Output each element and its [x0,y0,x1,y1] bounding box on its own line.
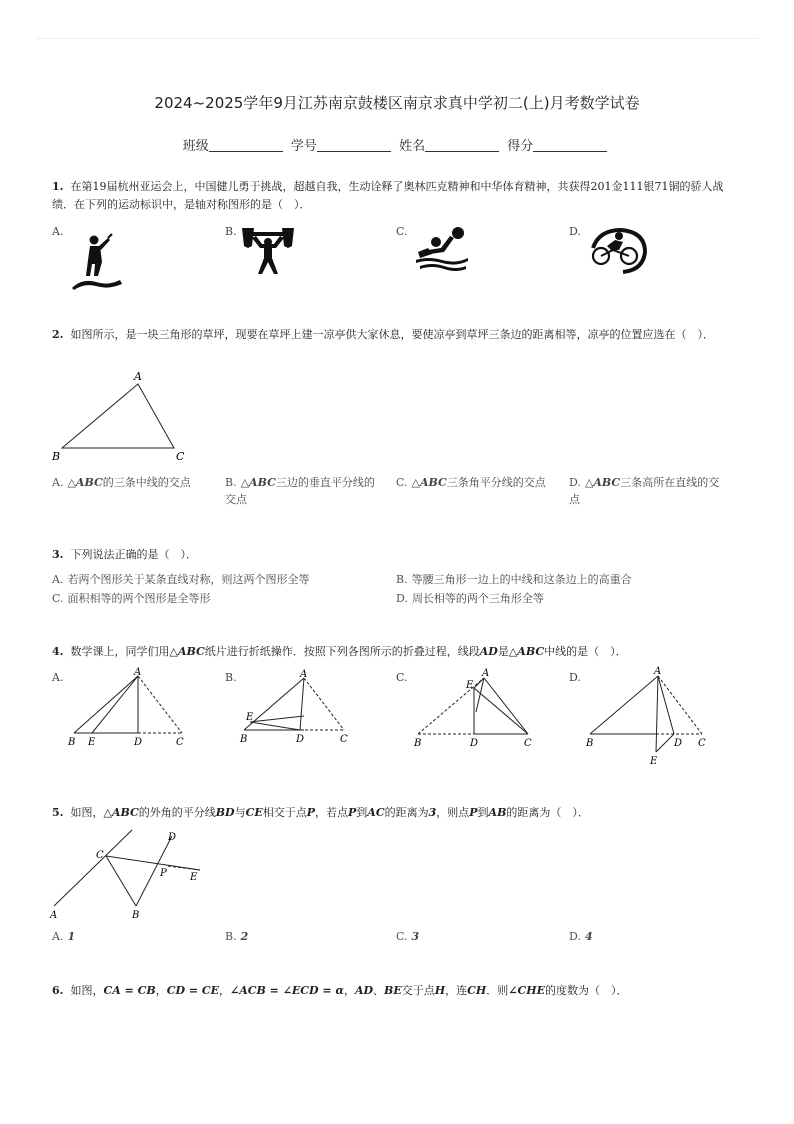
question-number: 5. [52,806,64,819]
question-number: 4. [52,645,64,658]
svg-text:B: B [240,734,248,745]
top-divider [36,38,758,39]
svg-text:E: E [246,712,254,723]
question-1 [52,178,742,214]
svg-text:C: C [176,737,184,748]
svg-text:C: C [340,734,348,745]
class-field-label: 班级 [182,139,209,154]
q3-option-b[interactable]: B. 等腰三角形一边上的中线和这条边上的高重合 [396,573,632,586]
q4-option-d-label[interactable]: D. [569,671,581,684]
q1-option-d-label[interactable]: D. [569,225,581,238]
svg-text:D: D [470,738,479,749]
name-field-label: 姓名 [399,139,426,154]
question-number: 6. [52,984,64,997]
page-title: 2024~2025学年9月江苏南京鼓楼区南京求真中学初二(上)月考数学试卷 [154,94,640,112]
student-info-line [0,135,794,154]
q5-option-b[interactable]: B. 2 [225,930,249,943]
score-field-label: 得分 [507,139,534,154]
question-text: 下列说法正确的是（ ）． [70,548,197,561]
q3-option-c[interactable]: C. 面积相等的两个图形是全等形 [52,592,211,605]
q2-triangle-figure [50,366,200,466]
question-text: 在第19届杭州亚运会上，中国健儿勇于挑战，超越自我，生动诠释了奥林匹克精神和中华体育精神，共获得201金111银71铜的骄人战绩．在下列的运动标识中，是轴对称图形的是（ ）． [52,180,724,211]
q5-option-c[interactable]: C. 3 [396,930,420,943]
svg-text:A: A [654,666,662,677]
svg-text:A: A [482,668,490,679]
q4-figure-b [236,666,358,750]
question-3 [52,546,742,564]
question-6: 6. 如图，CA = CB，CD = CE，∠ACB = ∠ECD = α，AD、BE交于点H，连CH．则∠CHE的度数为（ ）． [52,984,628,997]
svg-text:A: A [134,667,142,678]
q2-option-d[interactable]: D. △ABC三条高所在直线的交点 [569,476,720,506]
q2-option-b[interactable]: B. △ABC三边的垂直平分线的交点 [225,476,375,506]
q1-option-a-label[interactable]: A. [52,225,64,238]
weightlifting-icon[interactable] [240,226,296,276]
q2-option-a[interactable]: A. △ABC的三条中线的交点 [52,476,191,489]
q1-option-b-label[interactable]: B. [225,225,237,238]
svg-text:B: B [68,737,76,748]
svg-text:E: E [190,872,198,883]
svg-text:E: E [88,737,96,748]
student-id-field-label: 学号 [290,139,317,154]
svg-text:A: A [300,669,308,680]
q4-option-b-label[interactable]: B. [225,671,237,684]
q5-figure [48,826,210,922]
svg-text:C: C [698,738,706,749]
q4-option-a-label[interactable]: A. [52,671,64,684]
svg-text:B: B [132,910,140,921]
golf-icon[interactable] [68,232,126,290]
q2-option-c[interactable]: C. △ABC三条角平分线的交点 [396,476,546,489]
svg-text:D: D [296,734,305,745]
question-number: 1. [52,180,64,193]
question-5: 5. 如图，△ABC的外角的平分线BD与CE相交于点P，若点P到AC的距离为3，则点P到AB的距离为（ ）． [52,806,589,819]
svg-text:P: P [160,868,167,879]
svg-text:D: D [134,737,143,748]
student-id-field-blank[interactable] [317,139,391,152]
vertex-label-c: C [176,450,185,463]
score-field-blank[interactable] [533,139,607,152]
class-field-blank[interactable] [209,139,283,152]
cycling-icon[interactable] [585,226,649,276]
q3-option-a[interactable]: A. 若两个图形关于某条直线对称，则这两个图形全等 [52,573,310,586]
svg-text:D: D [168,832,177,843]
name-field-blank[interactable] [425,139,499,152]
vertex-label-b: B [52,450,61,463]
q1-option-c-label[interactable]: C. [396,225,408,238]
question-number: 2. [52,328,64,341]
q5-option-d[interactable]: D. 4 [569,930,593,943]
q4-figure-c [410,664,538,750]
svg-text:A: A [50,910,58,921]
svg-text:B: B [586,738,594,749]
question-text: 如图所示，是一块三角形的草坪，现要在草坪上建一凉亭供大家休息，要使凉亭到草坪三条边的距离相等，凉亭的位置应选在（ ）． [70,328,714,341]
q4-figure-d [582,664,712,768]
svg-text:E: E [466,680,474,691]
water-polo-icon[interactable] [414,226,470,274]
q4-figure-a [64,666,192,750]
question-2 [52,326,742,344]
q3-option-d[interactable]: D. 周长相等的两个三角形全等 [396,592,544,605]
q5-option-a[interactable]: A. 1 [52,930,76,943]
q4-option-c-label[interactable]: C. [396,671,408,684]
vertex-label-a: A [134,370,142,383]
question-number: 3. [52,548,64,561]
question-4: 4. 数学课上，同学们用△ABC纸片进行折纸操作．按照下列各图所示的折叠过程，线段AD是△ABC中线的是（ ）． [52,645,627,658]
svg-text:D: D [674,738,683,749]
svg-text:E: E [650,756,658,767]
svg-text:C: C [524,738,532,749]
svg-text:C: C [96,850,104,861]
svg-text:B: B [414,738,422,749]
